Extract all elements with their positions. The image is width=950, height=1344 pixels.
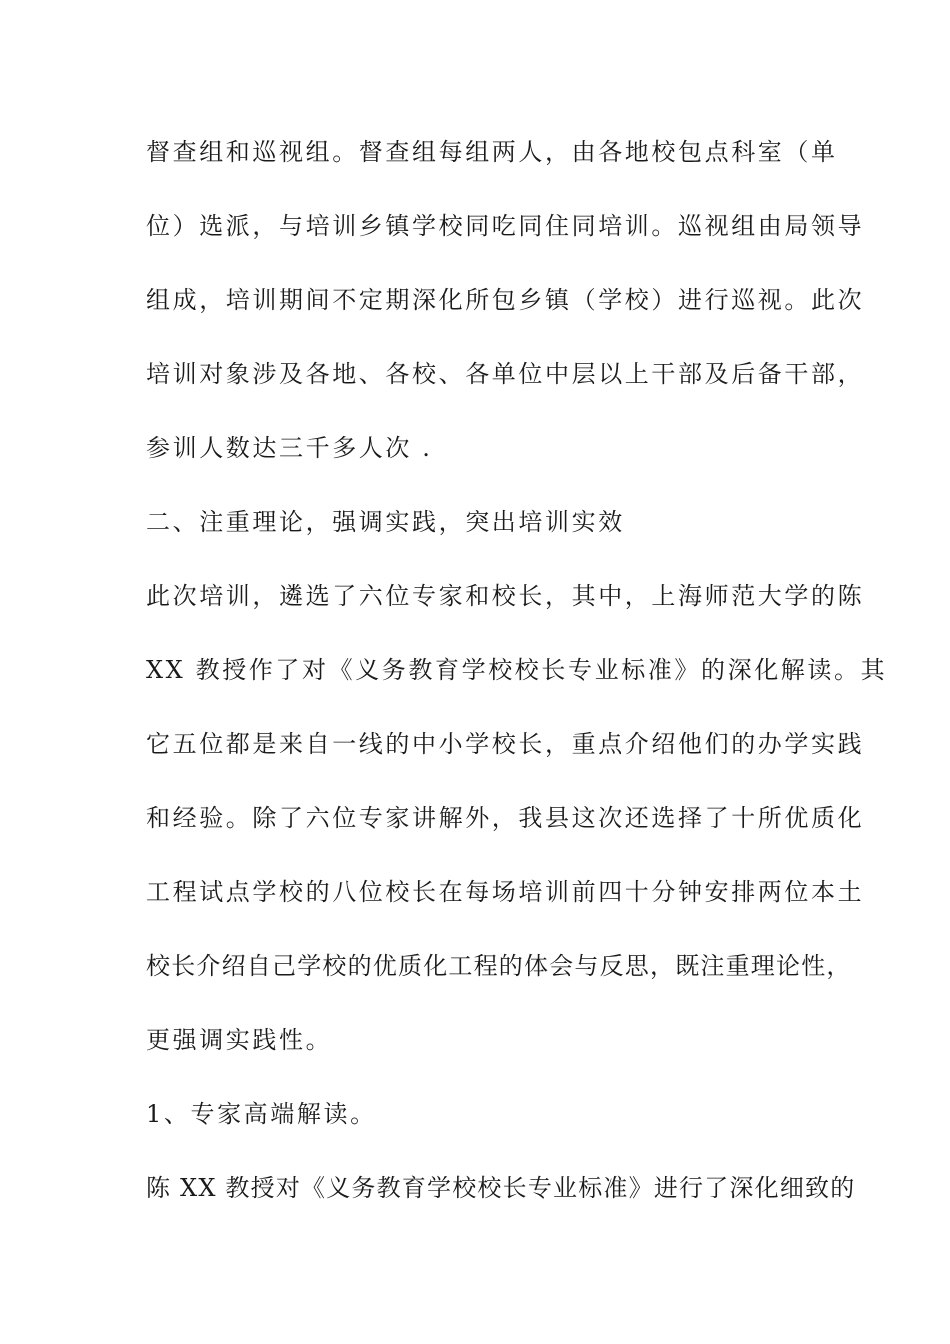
text-line: XX 教授作了对《义务教育学校校长专业标准》的深化解读。其 xyxy=(146,656,888,684)
text-line: 督查组和巡视组。督查组每组两人，由各地校包点科室（单 xyxy=(146,138,838,166)
text-line: 此次培训，遴选了六位专家和校长，其中，上海师范大学的陈 xyxy=(146,582,865,610)
subsection-heading: 1、专家高端解读。 xyxy=(146,1100,377,1128)
text-line: 更强调实践性。 xyxy=(146,1026,333,1054)
text-line: 它五位都是来自一线的中小学校长，重点介绍他们的办学实践 xyxy=(146,730,865,758)
document-body xyxy=(146,128,888,1238)
text-line: 培训对象涉及各地、各校、各单位中层以上干部及后备干部， xyxy=(146,360,865,388)
text-line: 组成，培训期间不定期深化所包乡镇（学校）进行巡视。此次 xyxy=(146,286,865,314)
text-line: 位）选派，与培训乡镇学校同吃同住同培训。巡视组由局领导 xyxy=(146,212,865,240)
text-line: 校长介绍自己学校的优质化工程的体会与反思，既注重理论性， xyxy=(146,952,852,980)
section-heading: 二、注重理论，强调实践，突出培训实效 xyxy=(146,508,625,536)
text-line: 陈 XX 教授对《义务教育学校校长专业标准》进行了深化细致的 xyxy=(146,1174,856,1202)
text-line: 参训人数达三千多人次 . xyxy=(146,434,433,462)
text-line: 工程试点学校的八位校长在每场培训前四十分钟安排两位本土 xyxy=(146,878,865,906)
text-line: 和经验。除了六位专家讲解外，我县这次还选择了十所优质化 xyxy=(146,804,865,832)
